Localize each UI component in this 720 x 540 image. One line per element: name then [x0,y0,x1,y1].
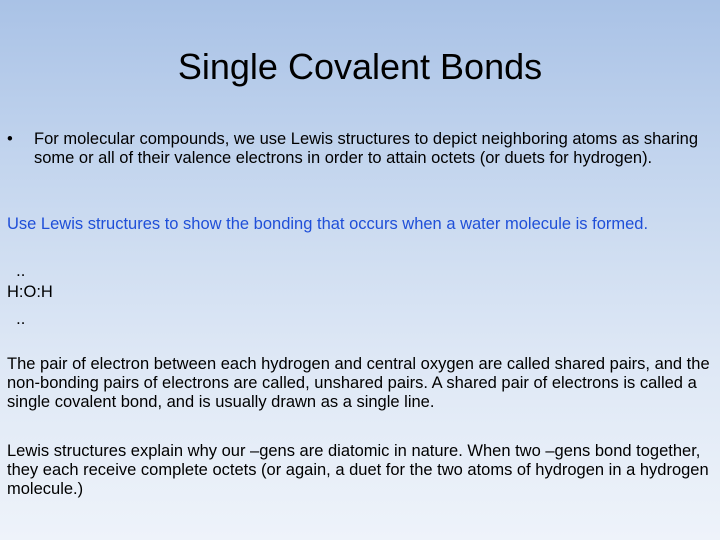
bullet-item [7,130,712,168]
lewis-formula: H:O:H [7,283,53,301]
shared-pairs-paragraph: The pair of electron between each hydrogen and central oxygen are called shared pairs, and the non-bonding pairs of electrons are called, unshared pairs. A shared pair of electrons is called a single covalent bond, and is usually drawn as a single line. [7,355,710,411]
instruction-text: Use Lewis structures to show the bonding that occurs when a water molecule is formed. [7,215,649,233]
lewis-top-dots: .. [7,262,26,280]
diatomic-paragraph: Lewis structures explain why our –gens are diatomic in nature. When two –gens bond together, they each receive complete octets (or again, a duet for the two atoms of hydrogen in a hydrogen molecule.) [7,442,709,498]
lewis-bottom-dots: .. [7,310,26,328]
bullet-marker: • [7,130,13,148]
bullet-text: For molecular compounds, we use Lewis structures to depict neighboring atoms as sharing some or all of their valence electrons in order to attain octets (or duets for hydrogen). [34,130,698,167]
slide-title: Single Covalent Bonds [177,46,543,87]
